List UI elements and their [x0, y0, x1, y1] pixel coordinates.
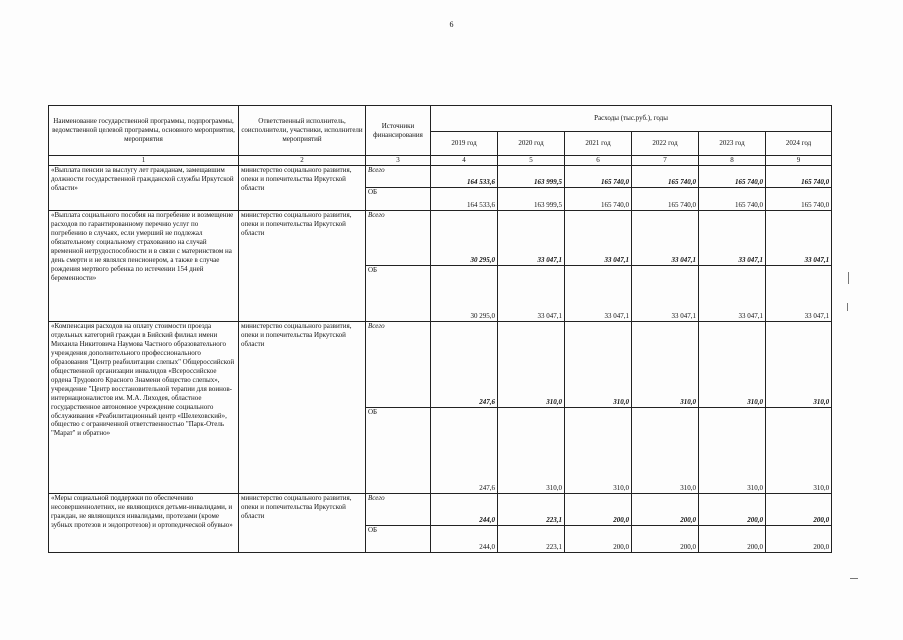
- scan-mark: [847, 303, 848, 311]
- source-value: 223,1: [498, 526, 565, 553]
- total-label: Всего: [366, 322, 431, 408]
- source-value: 165 740,0: [699, 188, 766, 211]
- header-year: 2023 год: [699, 132, 766, 156]
- activity-name: «Выплата социального пособия на погребение и возмещение расходов по гарантированному перечню услуг по погребению в случаях, если умерший не подлежал обязательному социальному страхованию на случай временной нетрудоспособности и в связи с материнством на день смерти и не являлся пенсионером, а также в случае рождения мертвого ребенка по истечении 154 дней беременности»: [49, 211, 239, 322]
- column-number: 8: [699, 156, 766, 166]
- source-value: 163 999,5: [498, 188, 565, 211]
- table-row: [49, 322, 832, 408]
- header-source-column: Источники финансирования: [366, 106, 431, 156]
- activity-executor: министерство социального развития, опеки и попечительства Иркутской области: [239, 211, 366, 322]
- total-value: 310,0: [498, 322, 565, 408]
- source-value: 165 740,0: [766, 188, 832, 211]
- header-name-column: Наименование государственной программы, подпрограммы, ведомственной целевой программы, основного мероприятия, мероприятия: [49, 106, 239, 156]
- column-number: 3: [366, 156, 431, 166]
- source-value: 33 047,1: [565, 266, 632, 322]
- total-value: 163 999,5: [498, 166, 565, 188]
- source-value: 164 533,6: [431, 188, 498, 211]
- activity-executor: министерство социального развития, опеки и попечительства Иркутской области: [239, 322, 366, 494]
- source-value: 33 047,1: [498, 266, 565, 322]
- source-value: 310,0: [699, 408, 766, 494]
- source-value: 33 047,1: [632, 266, 699, 322]
- activity-name: «Выплата пенсии за выслугу лет гражданам, замещавшим должности государственной гражданской службы Иркутской области»: [49, 166, 239, 211]
- total-value: 30 295,0: [431, 211, 498, 266]
- source-value: 33 047,1: [699, 266, 766, 322]
- source-value: 33 047,1: [766, 266, 832, 322]
- total-value: 200,0: [565, 494, 632, 526]
- total-value: 310,0: [632, 322, 699, 408]
- total-value: 310,0: [699, 322, 766, 408]
- column-number: 7: [632, 156, 699, 166]
- activity-executor: министерство социального развития, опеки и попечительства Иркутской области: [239, 166, 366, 211]
- column-number: 4: [431, 156, 498, 166]
- source-value: 310,0: [632, 408, 699, 494]
- scan-mark: [848, 272, 849, 284]
- header-year: 2021 год: [565, 132, 632, 156]
- activity-name: «Компенсация расходов на оплату стоимости проезда отдельных категорий граждан в Бийский филиал имени Михаила Никитовича Наумова Частного образовательного учреждения дополнительного профессионального образования "Центр реабилитации слепых" Общероссийской общественной организации инвалидов «Всероссийское ордена Трудового Красного Знамени общество слепых», учреждение "Центр восстановительной терапии для воинов-интернационалистов им. М.А. Лиходея, областное государственное автономное учреждение социального обслуживания «Реабилитационный центр «Шелеховский», общество с ограниченной ответственностью "Парк-Отель "Марат" и обратно»: [49, 322, 239, 494]
- header-executor-column: Ответственный исполнитель, соисполнители, участники, исполнители мероприятий: [239, 106, 366, 156]
- total-value: 164 533,6: [431, 166, 498, 188]
- total-value: 33 047,1: [632, 211, 699, 266]
- total-value: 33 047,1: [565, 211, 632, 266]
- column-number: 1: [49, 156, 239, 166]
- scan-mark: [850, 578, 858, 579]
- page-number: 6: [449, 20, 454, 29]
- column-numbers-row: [49, 156, 832, 166]
- total-value: 223,1: [498, 494, 565, 526]
- column-number: 2: [239, 156, 366, 166]
- total-value: 165 740,0: [632, 166, 699, 188]
- header-year: 2019 год: [431, 132, 498, 156]
- source-value: 310,0: [766, 408, 832, 494]
- column-number: 5: [498, 156, 565, 166]
- budget-table: [48, 105, 832, 553]
- source-value: 165 740,0: [565, 188, 632, 211]
- total-value: 200,0: [632, 494, 699, 526]
- total-value: 310,0: [565, 322, 632, 408]
- total-value: 200,0: [699, 494, 766, 526]
- activity-executor: министерство социального развития, опеки и попечительства Иркутской области: [239, 494, 366, 553]
- source-value: 247,6: [431, 408, 498, 494]
- table-row: [49, 166, 832, 188]
- total-value: 33 047,1: [699, 211, 766, 266]
- total-value: 310,0: [766, 322, 832, 408]
- source-label: ОБ: [366, 408, 431, 494]
- total-value: 247,6: [431, 322, 498, 408]
- source-value: 310,0: [498, 408, 565, 494]
- header-year: 2024 год: [766, 132, 832, 156]
- total-label: Всего: [366, 166, 431, 188]
- table-row: [49, 211, 832, 266]
- source-value: 200,0: [632, 526, 699, 553]
- column-number: 6: [565, 156, 632, 166]
- total-value: 33 047,1: [766, 211, 832, 266]
- total-label: Всего: [366, 211, 431, 266]
- source-value: 200,0: [699, 526, 766, 553]
- column-number: 9: [766, 156, 832, 166]
- source-value: 200,0: [565, 526, 632, 553]
- total-label: Всего: [366, 494, 431, 526]
- source-label: ОБ: [366, 266, 431, 322]
- source-value: 30 295,0: [431, 266, 498, 322]
- source-value: 310,0: [565, 408, 632, 494]
- total-value: 165 740,0: [565, 166, 632, 188]
- total-value: 165 740,0: [766, 166, 832, 188]
- total-value: 200,0: [766, 494, 832, 526]
- total-value: 33 047,1: [498, 211, 565, 266]
- source-value: 244,0: [431, 526, 498, 553]
- source-value: 165 740,0: [632, 188, 699, 211]
- total-value: 244,0: [431, 494, 498, 526]
- header-year: 2022 год: [632, 132, 699, 156]
- header-year: 2020 год: [498, 132, 565, 156]
- header-expenses-column: Расходы (тыс.руб.), годы: [431, 106, 832, 132]
- activity-name: «Меры социальной поддержки по обеспечению несовершеннолетних, не являющихся детьми-инвалидами, и граждан, не являющихся инвалидами, протезами (кроме зубных протезов и эндопротезов) и ортопедической обувью»: [49, 494, 239, 553]
- table-row: [49, 494, 832, 526]
- total-value: 165 740,0: [699, 166, 766, 188]
- source-value: 200,0: [766, 526, 832, 553]
- source-label: ОБ: [366, 188, 431, 211]
- source-label: ОБ: [366, 526, 431, 553]
